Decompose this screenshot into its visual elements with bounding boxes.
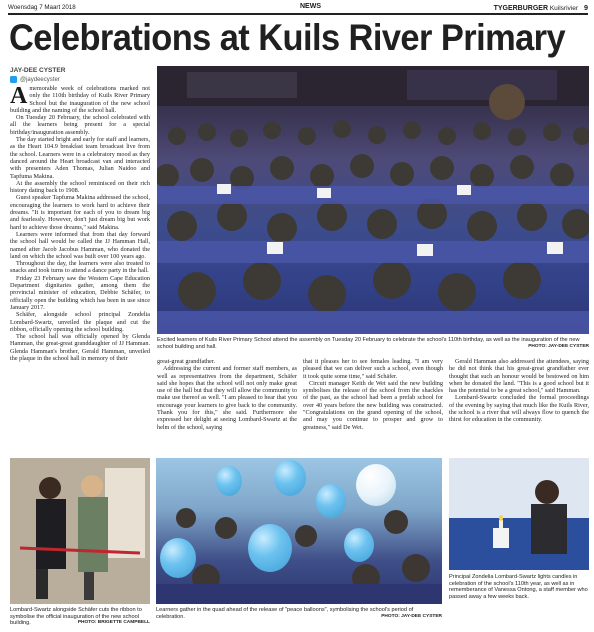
paragraph: great-great grandfather.: [157, 358, 216, 365]
page-number: 9: [584, 3, 588, 12]
assembly-photo: [157, 66, 589, 334]
article-column-3: [303, 358, 443, 431]
drop-cap: A: [10, 83, 28, 109]
paragraph: The school hall was officially opened by Glenda Hamman, the great-great granddaughter of JJ Hamman. Glenda Hamman's brother, Gerald Hamman, unveiled the plaque in the school hall in memory of their: [10, 333, 150, 362]
learners-illustration: [156, 458, 442, 604]
paragraph: On Tuesday 20 February, the school celebrated with all the learners being present for a special birthday/inauguration assembly.: [10, 114, 150, 136]
article-column-1: [10, 85, 150, 362]
balloons-photo-caption: Learners gather in the quad ahead of the release of "peace balloons", symbolising the school's period of celebration. PHOTO: JAY-DEE CYSTER: [156, 607, 442, 620]
paragraph: Lombard-Swartz concluded the formal proceedings of the evening by saying that much like the Kuils River, the school is a river that will always flow to quench the thirst for education in the community.: [449, 394, 589, 424]
assembly-crowd-illustration: [157, 66, 589, 334]
twitter-handle: @jaydeecyster: [20, 76, 60, 83]
paper-name: TYGERBURGER: [493, 5, 549, 12]
paragraph: Gerald Hamman also addressed the attendees, saying he did not think that his great-great grandfather ever thought that such an honour would be bestowed on him when he donated the land. "This is a good school but it has the potential to be a great school," said Hamman.: [449, 358, 589, 395]
photo-credit: PHOTO: BRIGETTE CAMPBELL: [77, 620, 150, 626]
twitter-icon: [10, 76, 17, 83]
article-column-4: [449, 358, 589, 424]
paragraph: that it pleases her to see females leading. "I am very pleased that we can deliver such a school, even though it took quite some time," said Schäfer.: [303, 358, 443, 380]
issue-date: Woensdag 7 Maart 2018: [8, 4, 76, 11]
article-column-2: [157, 358, 297, 431]
paragraph: The day started bright and early for staff and learners, as the Heart 104.9 breakfast team broadcast live from the school. Learners were in a celebratory mood as they danced around the Heart broadcast van and interacted with presenters Aden Thomas, Julian Naidoo and Tapfuma Makina.: [10, 136, 150, 180]
ribbon-cutting-photo: [10, 458, 150, 604]
paragraph: Guest speaker Tapfuma Makina addressed the school, encouraging the learners to work hard to achieve their dreams. "It is important for each of you to dream big and fearlessly. However, don't just dream big but work hard to achieve those dreams," said Makina.: [10, 194, 150, 231]
candle-photo-caption: Principal Zondelia Lombard-Swartz lights candles in celebration of the school's 110th year, as well as in rememberance of Vanessa Ontong, a staff member who passed away a few weeks back.: [449, 574, 588, 600]
edition-name: Kuilsrivier: [549, 5, 578, 12]
headline: Celebrations at Kuils River Primary: [9, 17, 566, 58]
paragraph: Addressing the current and former staff members, as well as representatives from the department, Schäfer said she hopes that the school will not only make great use of the hall but that they will allow the community to make use thereof as well. "I am pleased to hear that you encourage your learners to give back to the community. Thank you for this," she said. Furthermore she expressed her delight at seeing Lombard-Swartz at the helm of the school, saying: [157, 365, 297, 431]
section-name: NEWS: [300, 3, 321, 10]
header-rule: [8, 13, 588, 15]
paragraph: Amemorable week of celebrations marked not only the 110th birthday of Kuils River Primary School but the inauguration of the new school building and the naming of the school hall.: [10, 83, 150, 114]
ribbon-photo-caption: Lombard-Swartz alongside Schäfer cuts the ribbon to symbolise the official inauguration of the new school building. PHOTO: BRIGETTE CAMPBELL: [10, 607, 150, 627]
masthead: [494, 3, 588, 12]
ribbon-cutting-illustration: [10, 458, 150, 604]
paragraph: Throughout the day, the learners were also treated to snacks and took turns to attend a dance party in the hall.: [10, 260, 150, 275]
paragraph: Learners were informed that from that day forward the school hall would be called the JJ Hamman Hall, named after Jacob Jacobus Hamman, who donated the land on which the school was built over 100 years ago.: [10, 230, 150, 260]
paragraph: Friday 23 February saw the Western Cape Education Department dignitaries gather, among them the provincial minister of education, Debbie Schäfer, to officially open the building which has been in use since January 2017.: [10, 274, 150, 311]
paragraph: At the assembly the school reminisced on their rich history dating back to 1908.: [10, 179, 150, 195]
byline-handle[interactable]: [10, 76, 60, 83]
byline-author: JAY-DEE CYSTER: [10, 67, 66, 74]
candle-lighting-photo: [449, 458, 589, 570]
photo-credit: PHOTO: JAY-DEE CYSTER: [528, 343, 589, 349]
paragraph: Schäfer, alongside school principal Zondelia Lombard-Swartz, unveiled the plaque and cut the ribbon, officially opening the school building.: [10, 311, 150, 333]
photo-credit: PHOTO: JAY-DEE CYSTER: [381, 613, 442, 619]
main-photo-caption: Excited learners of Kuils River Primary School attend the assembly on Tuesday 20 February to celebrate the school's 110th birthday, as well as the inauguration of the new school building and hall. PHOTO: JAY-DEE CYSTER: [157, 337, 589, 350]
candle-lighting-illustration: [449, 458, 589, 570]
balloons-photo: [156, 458, 442, 604]
paragraph: Circuit manager Keith de Wet said the new building symbolises the release of the school from the shackles of the past, as the school had been a prefab school for over 40 years before the new building was constructed. "Congratulations on the grand opening of the school, and may you continue to prosper and grow to greatness," said De Wet.: [303, 379, 443, 431]
